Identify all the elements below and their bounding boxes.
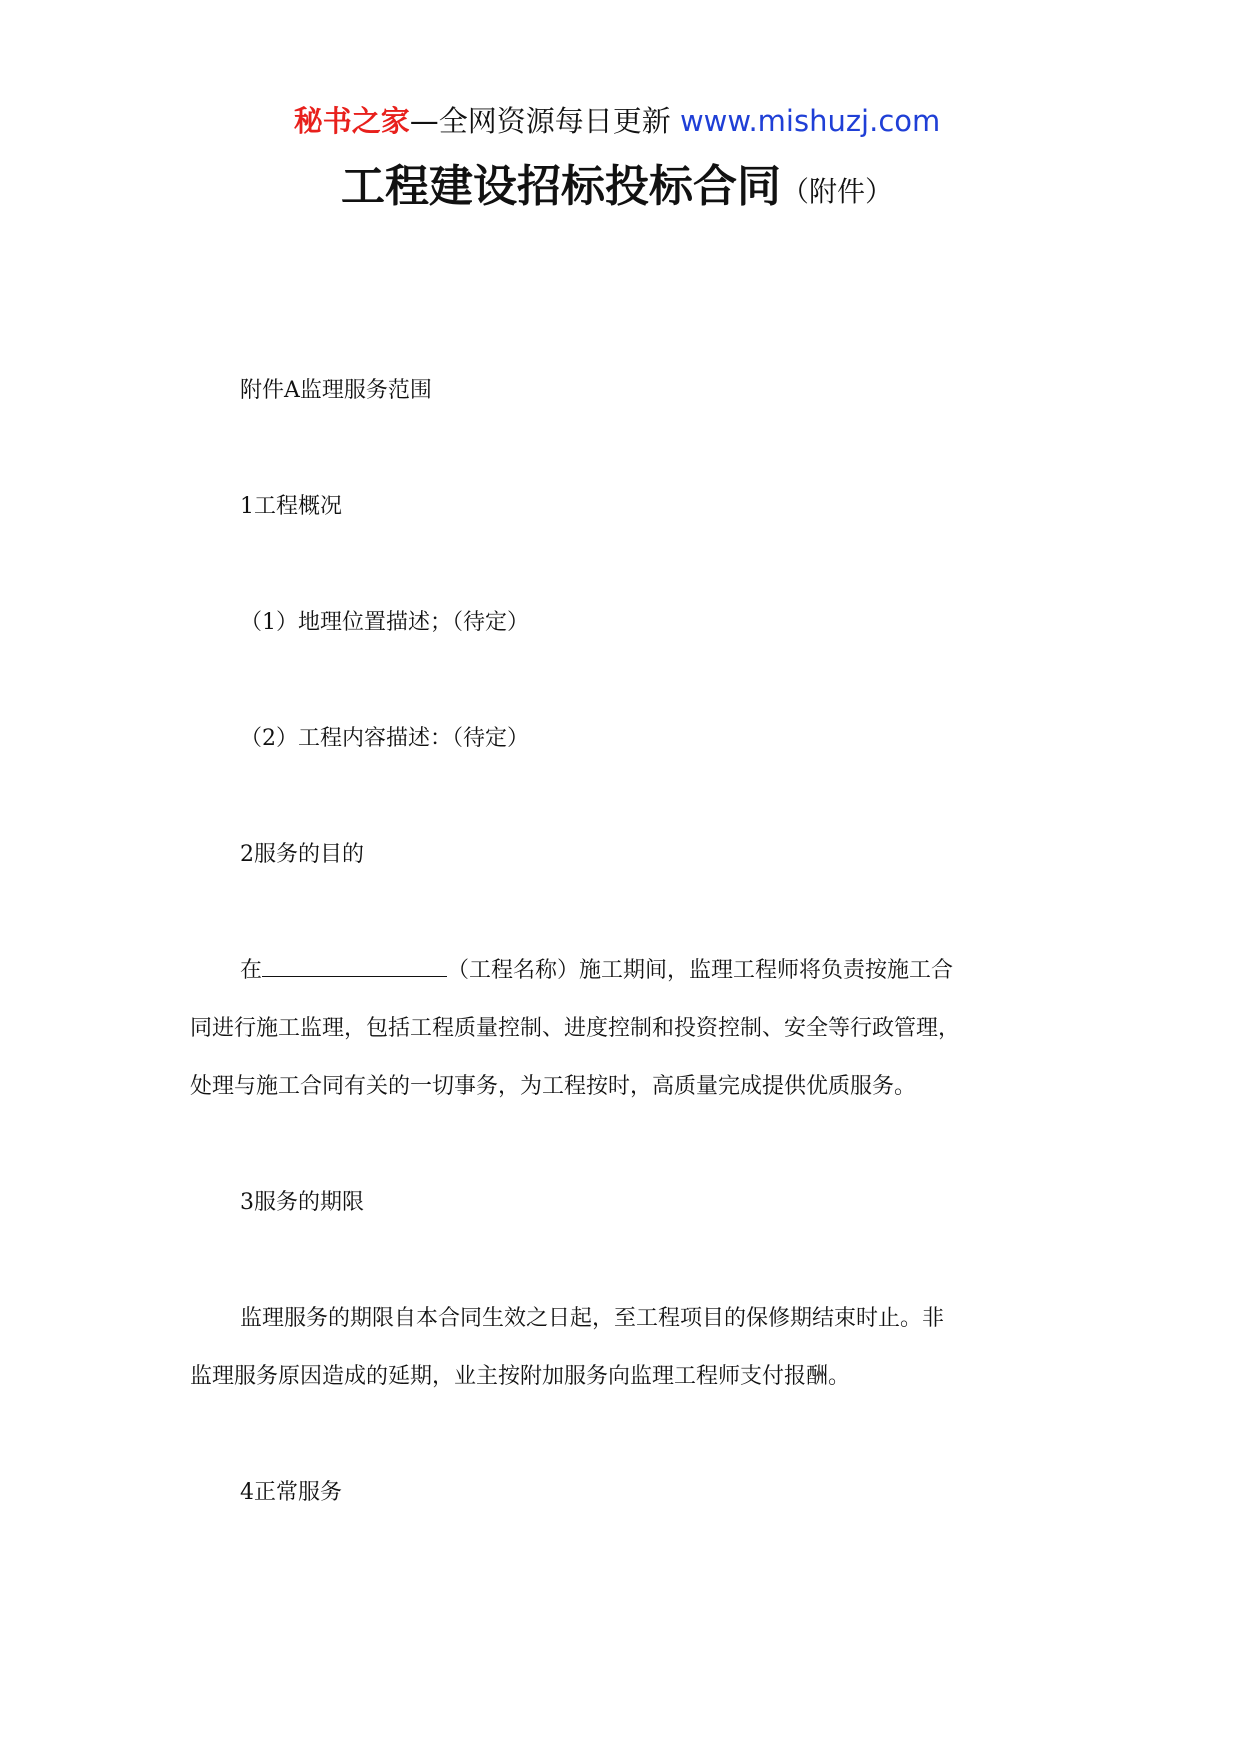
section-2-line-1-rest: （工程名称）施工期间，监理工程师将负责按施工合 [447, 958, 954, 983]
section-1-item-2: （2）工程内容描述：（待定） [240, 726, 529, 751]
project-name-blank [262, 956, 447, 977]
section-1-heading: 1工程概况 [240, 494, 342, 519]
section-3-paragraph-line-1: 监理服务的期限自本合同生效之日起，至工程项目的保修期结束时止。非 [240, 1306, 945, 1331]
section-4-heading: 4正常服务 [240, 1480, 342, 1505]
section-3-heading: 3服务的期限 [240, 1190, 364, 1215]
section-2-paragraph-line-3: 处理与施工合同有关的一切事务，为工程按时，高质量完成提供优质服务。 [190, 1074, 917, 1099]
section-2-heading: 2服务的目的 [240, 842, 364, 867]
site-header [0, 101, 1234, 141]
header-tagline: —全网资源每日更新 [409, 104, 671, 138]
brand-name: 秘书之家 [293, 104, 410, 138]
title-main: 工程建设招标投标合同 [340, 161, 781, 212]
section-2-paragraph-line-1 [240, 942, 1100, 1000]
annex-heading: 附件A监理服务范围 [240, 378, 432, 403]
site-url-link[interactable]: www.mishuzj.com [679, 104, 941, 138]
section-2-prefix: 在 [240, 958, 263, 983]
document-title [0, 150, 1234, 214]
title-sub: （附件） [780, 175, 893, 208]
section-1-item-1: （1）地理位置描述；（待定） [240, 610, 529, 635]
section-3-paragraph-line-2: 监理服务原因造成的延期，业主按附加服务向监理工程师支付报酬。 [190, 1364, 851, 1389]
section-2-paragraph-line-2: 同进行施工监理，包括工程质量控制、进度控制和投资控制、安全等行政管理， [190, 1016, 961, 1041]
